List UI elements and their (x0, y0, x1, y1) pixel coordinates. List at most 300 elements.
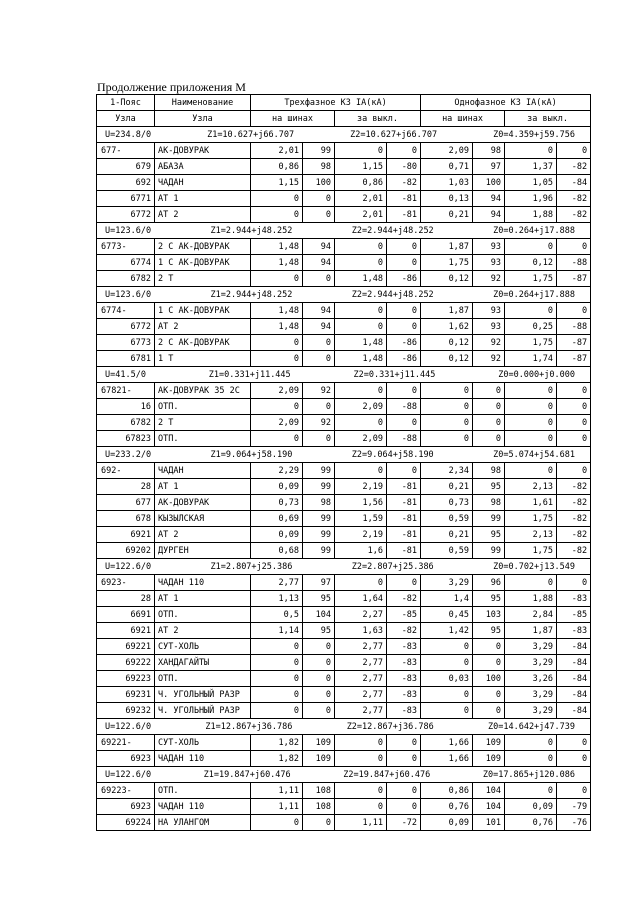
value-cell: 1,14 (251, 623, 303, 639)
header-row-1 (97, 95, 591, 111)
node-name-cell: ОТП. (155, 399, 251, 415)
section-z1: Z1=12.867+j36.786 (205, 721, 293, 732)
value-cell: 0,73 (421, 495, 473, 511)
value-cell: 96 (473, 575, 505, 591)
node-id-cell: 6923- (97, 575, 155, 591)
value-cell: 93 (473, 303, 505, 319)
value-cell: 99 (303, 479, 335, 495)
value-cell: 0 (303, 703, 335, 719)
value-cell: -82 (557, 527, 591, 543)
section-u: U=122.6/0 (105, 561, 152, 572)
node-name-cell: 2 С АК-ДОВУРАК (155, 335, 251, 351)
value-cell: 1,75 (505, 271, 557, 287)
value-cell: 94 (473, 191, 505, 207)
node-name-cell: 2 Т (155, 415, 251, 431)
node-id-cell: 6772 (97, 207, 155, 223)
node-id-cell: 69202 (97, 543, 155, 559)
value-cell: 1,88 (505, 591, 557, 607)
value-cell: 0,21 (421, 479, 473, 495)
value-cell: 0 (387, 463, 421, 479)
value-cell: 99 (473, 543, 505, 559)
value-cell: 1,75 (421, 255, 473, 271)
value-cell: 2,19 (335, 527, 387, 543)
node-id-cell: 69221- (97, 735, 155, 751)
table-row (97, 671, 591, 687)
value-cell: 0,13 (421, 191, 473, 207)
node-id-cell: 692 (97, 175, 155, 191)
value-cell: -84 (557, 639, 591, 655)
section-u: U=122.6/0 (105, 721, 152, 732)
value-cell: 0 (557, 239, 591, 255)
value-cell: 0,25 (505, 319, 557, 335)
table-row (97, 543, 591, 559)
node-name-cell: АТ 1 (155, 191, 251, 207)
section-z0: Z0=0.702+j13.549 (493, 561, 575, 572)
value-cell: -84 (557, 655, 591, 671)
value-cell: 0 (303, 431, 335, 447)
node-name-cell: АК-ДОВУРАК 35 2С (155, 383, 251, 399)
value-cell: 0 (505, 399, 557, 415)
value-cell: 95 (303, 591, 335, 607)
node-name-cell: ЧАДАН 110 (155, 751, 251, 767)
value-cell: 0 (303, 351, 335, 367)
value-cell: 1,11 (251, 783, 303, 799)
node-name-cell: ОТП. (155, 783, 251, 799)
value-cell: 0 (303, 639, 335, 655)
value-cell: 1,48 (335, 335, 387, 351)
value-cell: 0 (505, 143, 557, 159)
value-cell: 0,12 (421, 351, 473, 367)
node-name-cell: Ч. УГОЛЬНЫЙ РАЗР (155, 703, 251, 719)
value-cell: 1,87 (505, 623, 557, 639)
value-cell: 100 (473, 175, 505, 191)
value-cell: 1,15 (335, 159, 387, 175)
node-id-cell: 6923 (97, 751, 155, 767)
value-cell: 0 (473, 639, 505, 655)
node-name-cell: ЧАДАН (155, 175, 251, 191)
value-cell: 1,42 (421, 623, 473, 639)
section-z0: Z0=4.359+j59.756 (493, 129, 575, 140)
section-z0: Z0=14.642+j47.739 (488, 721, 575, 732)
section-z0: Z0=17.865+j120.086 (482, 769, 575, 780)
table-row (97, 495, 591, 511)
value-cell: 3,26 (505, 671, 557, 687)
value-cell: 0 (251, 191, 303, 207)
value-cell: 0 (335, 415, 387, 431)
value-cell: 0 (251, 399, 303, 415)
value-cell: 95 (473, 591, 505, 607)
value-cell: 1,48 (251, 239, 303, 255)
value-cell: -83 (387, 703, 421, 719)
value-cell: 0 (421, 655, 473, 671)
value-cell: 0,71 (421, 159, 473, 175)
value-cell: 99 (303, 143, 335, 159)
value-cell: 0,12 (505, 255, 557, 271)
node-id-cell: 69231 (97, 687, 155, 703)
value-cell: 0 (387, 799, 421, 815)
value-cell: 0 (335, 575, 387, 591)
value-cell: 2,77 (335, 655, 387, 671)
value-cell: 0 (505, 735, 557, 751)
value-cell: 94 (303, 303, 335, 319)
table-row (97, 255, 591, 271)
value-cell: 0 (251, 703, 303, 719)
value-cell: 97 (303, 575, 335, 591)
value-cell: 98 (303, 159, 335, 175)
node-id-cell: 6923 (97, 799, 155, 815)
value-cell: 0 (387, 751, 421, 767)
value-cell: -82 (557, 495, 591, 511)
value-cell: 1,87 (421, 303, 473, 319)
value-cell: 95 (303, 623, 335, 639)
value-cell: 99 (303, 543, 335, 559)
node-id-cell: 6782 (97, 271, 155, 287)
value-cell: 0 (303, 399, 335, 415)
node-id-cell: 6691 (97, 607, 155, 623)
node-id-cell: 6773 (97, 335, 155, 351)
value-cell: 0 (473, 415, 505, 431)
value-cell: 0 (557, 399, 591, 415)
section-header-row (97, 223, 591, 239)
value-cell: 1,88 (505, 207, 557, 223)
value-cell: 95 (473, 623, 505, 639)
value-cell: -83 (387, 639, 421, 655)
section-u: U=123.6/0 (105, 225, 152, 236)
node-name-cell: СУТ-ХОЛЬ (155, 735, 251, 751)
section-z2: Z2=2.944+j48.252 (351, 289, 434, 300)
value-cell: 0 (303, 815, 335, 831)
value-cell: 0 (251, 639, 303, 655)
value-cell: 0 (505, 383, 557, 399)
value-cell: -81 (387, 543, 421, 559)
value-cell: 0 (387, 143, 421, 159)
value-cell: 1,48 (251, 303, 303, 319)
value-cell: 0 (387, 783, 421, 799)
table-row (97, 175, 591, 191)
section-z2: Z2=10.627+j66.707 (350, 129, 438, 140)
value-cell: 103 (473, 607, 505, 623)
value-cell: 2,01 (251, 143, 303, 159)
value-cell: 0,09 (251, 479, 303, 495)
value-cell: 0 (387, 239, 421, 255)
value-cell: 0 (387, 575, 421, 591)
value-cell: 93 (473, 255, 505, 271)
value-cell: 0 (251, 655, 303, 671)
value-cell: 2,09 (251, 383, 303, 399)
value-cell: 1,6 (335, 543, 387, 559)
value-cell: 0,12 (421, 271, 473, 287)
section-z1: Z1=2.944+j48.252 (210, 289, 293, 300)
value-cell: 104 (473, 783, 505, 799)
value-cell: 3,29 (505, 703, 557, 719)
value-cell: -86 (387, 335, 421, 351)
value-cell: 0 (387, 383, 421, 399)
value-cell: 94 (303, 239, 335, 255)
value-cell: -83 (387, 655, 421, 671)
value-cell: 2,77 (251, 575, 303, 591)
value-cell: 0 (557, 431, 591, 447)
value-cell: -83 (387, 687, 421, 703)
value-cell: 1,48 (335, 351, 387, 367)
value-cell: 0 (251, 207, 303, 223)
value-cell: 92 (303, 415, 335, 431)
table-row (97, 735, 591, 751)
node-id-cell: 69223- (97, 783, 155, 799)
value-cell: 1,74 (505, 351, 557, 367)
table-row (97, 479, 591, 495)
value-cell: 0 (421, 687, 473, 703)
value-cell: 98 (303, 495, 335, 511)
value-cell: -82 (557, 207, 591, 223)
value-cell: -83 (557, 623, 591, 639)
value-cell: 99 (473, 511, 505, 527)
value-cell: 0 (335, 463, 387, 479)
table-row (97, 319, 591, 335)
value-cell: 1,56 (335, 495, 387, 511)
value-cell: -81 (387, 527, 421, 543)
node-name-cell: АК-ДОВУРАК (155, 143, 251, 159)
value-cell: 98 (473, 463, 505, 479)
value-cell: 0,69 (251, 511, 303, 527)
value-cell: 0 (505, 575, 557, 591)
value-cell: 0 (473, 655, 505, 671)
value-cell: 108 (303, 799, 335, 815)
table-row (97, 143, 591, 159)
value-cell: 3,29 (505, 655, 557, 671)
value-cell: -72 (387, 815, 421, 831)
value-cell: -84 (557, 687, 591, 703)
table-row (97, 239, 591, 255)
table-row (97, 655, 591, 671)
table-row (97, 383, 591, 399)
value-cell: 2,19 (335, 479, 387, 495)
node-name-cell: ЧАДАН 110 (155, 575, 251, 591)
value-cell: 0 (473, 383, 505, 399)
value-cell: 0 (557, 735, 591, 751)
value-cell: -87 (557, 335, 591, 351)
value-cell: 92 (473, 351, 505, 367)
value-cell: 0 (251, 351, 303, 367)
value-cell: 0 (251, 431, 303, 447)
value-cell: 97 (473, 159, 505, 175)
value-cell: 1,13 (251, 591, 303, 607)
value-cell: 94 (303, 319, 335, 335)
value-cell: 0,59 (421, 543, 473, 559)
section-u: U=41.5/0 (105, 369, 146, 380)
section-header-row (97, 719, 591, 735)
header-three-phase: Трехфазное КЗ IA(кА) (251, 95, 421, 111)
value-cell: 0 (303, 191, 335, 207)
value-cell: -81 (387, 495, 421, 511)
value-cell: 1,4 (421, 591, 473, 607)
value-cell: 2,27 (335, 607, 387, 623)
node-id-cell: 67823 (97, 431, 155, 447)
value-cell: -76 (557, 815, 591, 831)
value-cell: 0 (335, 383, 387, 399)
value-cell: 1,96 (505, 191, 557, 207)
node-id-cell: 69232 (97, 703, 155, 719)
value-cell: 109 (303, 735, 335, 751)
value-cell: 0 (421, 383, 473, 399)
value-cell: 0,09 (421, 815, 473, 831)
value-cell: 2,01 (335, 191, 387, 207)
node-id-cell: 679 (97, 159, 155, 175)
value-cell: -86 (387, 351, 421, 367)
value-cell: 0 (335, 799, 387, 815)
value-cell: -88 (387, 399, 421, 415)
node-name-cell: СУТ-ХОЛЬ (155, 639, 251, 655)
node-id-cell: 67821- (97, 383, 155, 399)
value-cell: -88 (557, 319, 591, 335)
header-single-phase: Однофазное КЗ IA(кА) (421, 95, 591, 111)
value-cell: 0 (387, 415, 421, 431)
node-id-cell: 6774- (97, 303, 155, 319)
value-cell: 0 (335, 783, 387, 799)
header-3ph-breaker: за выкл. (335, 111, 421, 127)
value-cell: 2,77 (335, 687, 387, 703)
section-z1: Z1=2.944+j48.252 (210, 225, 293, 236)
value-cell: 99 (303, 527, 335, 543)
value-cell: 1,63 (335, 623, 387, 639)
value-cell: 2,84 (505, 607, 557, 623)
value-cell: 2,09 (251, 415, 303, 431)
value-cell: 2,13 (505, 479, 557, 495)
section-z0: Z0=0.264+j17.888 (493, 289, 575, 300)
header-3ph-bus: на шинах (251, 111, 335, 127)
value-cell: 0 (387, 303, 421, 319)
value-cell: 0 (473, 703, 505, 719)
node-id-cell: 6773- (97, 239, 155, 255)
value-cell: 0,59 (421, 511, 473, 527)
value-cell: 0 (505, 783, 557, 799)
node-name-cell: ЧАДАН (155, 463, 251, 479)
section-z2: Z2=0.331+j11.445 (353, 369, 436, 380)
value-cell: 0,86 (251, 159, 303, 175)
value-cell: 2,09 (335, 399, 387, 415)
section-u: U=233.2/0 (105, 449, 152, 460)
value-cell: 0,86 (421, 783, 473, 799)
value-cell: 1,05 (505, 175, 557, 191)
value-cell: 0,21 (421, 527, 473, 543)
value-cell: 0 (251, 687, 303, 703)
value-cell: 0 (421, 415, 473, 431)
value-cell: 92 (303, 383, 335, 399)
value-cell: 92 (473, 271, 505, 287)
value-cell: 0 (387, 255, 421, 271)
table-row (97, 159, 591, 175)
value-cell: 0 (421, 399, 473, 415)
header-row-2 (97, 111, 591, 127)
value-cell: 0,21 (421, 207, 473, 223)
value-cell: 1,48 (335, 271, 387, 287)
node-id-cell: 69221 (97, 639, 155, 655)
value-cell: 1,37 (505, 159, 557, 175)
node-name-cell: АТ 1 (155, 479, 251, 495)
node-name-cell: ОТП. (155, 671, 251, 687)
value-cell: 1,66 (421, 751, 473, 767)
value-cell: 0 (303, 671, 335, 687)
header-1ph-breaker: за выкл. (505, 111, 591, 127)
node-id-cell: 6774 (97, 255, 155, 271)
node-id-cell: 16 (97, 399, 155, 415)
value-cell: 1,61 (505, 495, 557, 511)
node-id-cell: 692- (97, 463, 155, 479)
value-cell: -82 (387, 175, 421, 191)
value-cell: 0 (335, 239, 387, 255)
value-cell: 0 (473, 687, 505, 703)
value-cell: 99 (303, 463, 335, 479)
section-header-row (97, 287, 591, 303)
node-id-cell: 6921 (97, 623, 155, 639)
value-cell: 2,29 (251, 463, 303, 479)
value-cell: 0 (473, 431, 505, 447)
value-cell: 104 (473, 799, 505, 815)
value-cell: -82 (557, 479, 591, 495)
section-z0: Z0=5.074+j54.681 (493, 449, 575, 460)
header-node-name: Узла (155, 111, 251, 127)
section-u: U=122.6/0 (105, 769, 152, 780)
value-cell: -79 (557, 799, 591, 815)
table-row (97, 303, 591, 319)
value-cell: 95 (473, 479, 505, 495)
value-cell: 2,13 (505, 527, 557, 543)
value-cell: 0 (557, 415, 591, 431)
section-header-row (97, 447, 591, 463)
value-cell: -82 (557, 543, 591, 559)
header-belt: 1-Пояс (97, 95, 155, 111)
table-row (97, 511, 591, 527)
value-cell: 0 (557, 783, 591, 799)
value-cell: 0 (387, 735, 421, 751)
node-name-cell: 1 С АК-ДОВУРАК (155, 303, 251, 319)
node-name-cell: 1 С АК-ДОВУРАК (155, 255, 251, 271)
node-id-cell: 6771 (97, 191, 155, 207)
value-cell: -82 (557, 511, 591, 527)
table-row (97, 191, 591, 207)
table-row (97, 415, 591, 431)
value-cell: 0 (421, 431, 473, 447)
value-cell: 98 (473, 495, 505, 511)
value-cell: 0 (335, 255, 387, 271)
value-cell: -82 (387, 591, 421, 607)
value-cell: 2,09 (421, 143, 473, 159)
section-u: U=123.6/0 (105, 289, 152, 300)
node-name-cell: 1 Т (155, 351, 251, 367)
value-cell: -84 (557, 671, 591, 687)
node-id-cell: 677- (97, 143, 155, 159)
value-cell: 2,34 (421, 463, 473, 479)
value-cell: 1,48 (251, 255, 303, 271)
section-z1: Z1=10.627+j66.707 (207, 129, 295, 140)
value-cell: 0,03 (421, 671, 473, 687)
value-cell: 1,11 (251, 799, 303, 815)
value-cell: -86 (387, 271, 421, 287)
value-cell: 0 (303, 655, 335, 671)
value-cell: 0 (557, 463, 591, 479)
value-cell: -81 (387, 479, 421, 495)
value-cell: 1,87 (421, 239, 473, 255)
value-cell: 1,03 (421, 175, 473, 191)
node-id-cell: 69223 (97, 671, 155, 687)
value-cell: 0 (505, 431, 557, 447)
value-cell: 0 (557, 303, 591, 319)
value-cell: 1,75 (505, 511, 557, 527)
node-name-cell: ОТП. (155, 431, 251, 447)
node-name-cell: АТ 2 (155, 527, 251, 543)
node-id-cell: 6782 (97, 415, 155, 431)
value-cell: 1,82 (251, 735, 303, 751)
value-cell: 0 (251, 335, 303, 351)
